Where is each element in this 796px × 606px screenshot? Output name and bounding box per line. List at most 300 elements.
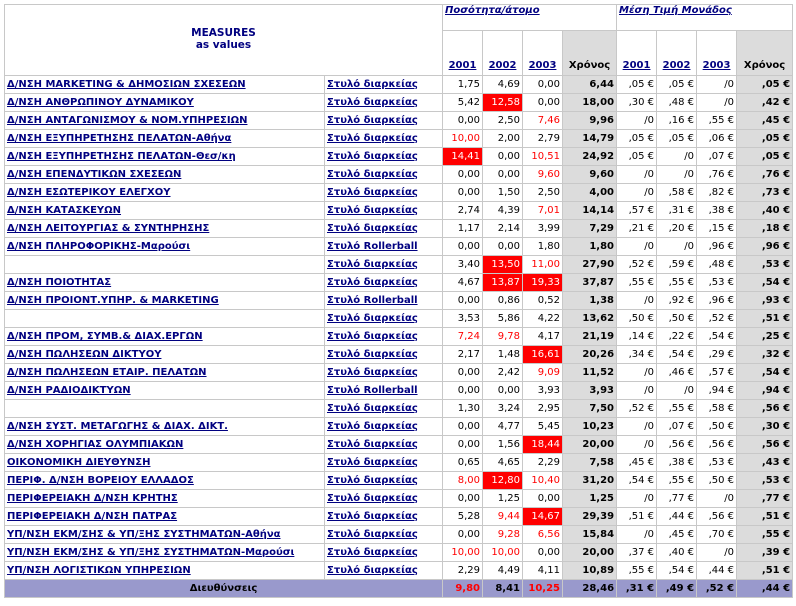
price-cell-2003: ,82 € <box>697 184 737 202</box>
qty-total-cell: 20,26 <box>563 346 617 364</box>
price-total-cell: ,32 € <box>737 346 793 364</box>
table-row <box>5 310 793 328</box>
price-cell-2003: ,44 € <box>697 562 737 580</box>
department-link[interactable]: Δ/ΝΣΗ ΧΟΡΗΓΙΑΣ ΟΛΥΜΠΙΑΚΩΝ <box>5 436 325 454</box>
department-link[interactable]: ΥΠ/ΝΣΗ ΛΟΓΙΣΤΙΚΩΝ ΥΠΗΡΕΣΙΩΝ <box>5 562 325 580</box>
qty-cell-2003: 9,60 <box>523 166 563 184</box>
department-link[interactable]: ΠΕΡΙΦ. Δ/ΝΣΗ ΒΟΡΕΙΟΥ ΕΛΛΑΔΟΣ <box>5 472 325 490</box>
qty-total-cell: 10,23 <box>563 418 617 436</box>
product-style-link[interactable]: Στυλό διαρκείας <box>325 112 443 130</box>
price-cell-2001: ,57 € <box>617 202 657 220</box>
qty-cell-2001: 0,00 <box>443 238 483 256</box>
measures-title: MEASURES <box>191 27 256 39</box>
price-cell-2002: ,45 € <box>657 526 697 544</box>
department-link[interactable]: ΥΠ/ΝΣΗ ΕΚΜ/ΣΗΣ & ΥΠ/ΞΗΣ ΣΥΣΤΗΜΑΤΩΝ-Αθήνα <box>5 526 325 544</box>
price-total-cell: ,05 € <box>737 76 793 94</box>
price-cell-2003: ,53 € <box>697 274 737 292</box>
price-cell-2002: ,55 € <box>657 472 697 490</box>
price-cell-2003: ,56 € <box>697 508 737 526</box>
qty-cell-2003: 2,50 <box>523 184 563 202</box>
price-total-cell: ,55 € <box>737 526 793 544</box>
qty-cell-2003: 2,29 <box>523 454 563 472</box>
measures-subtitle: as values <box>195 39 252 51</box>
price-cell-2001: ,45 € <box>617 454 657 472</box>
qty-cell-2002: 4,77 <box>483 418 523 436</box>
table-row <box>5 76 793 94</box>
price-total-cell: ,54 € <box>737 274 793 292</box>
footer-row <box>5 580 793 598</box>
product-style-link[interactable]: Στυλό διαρκείας <box>325 310 443 328</box>
product-style-link[interactable]: Στυλό διαρκείας <box>325 220 443 238</box>
qty-cell-2003: 14,67 <box>523 508 563 526</box>
qty-cell-2001: 3,40 <box>443 256 483 274</box>
price-cell-2002: ,22 € <box>657 328 697 346</box>
table-row <box>5 274 793 292</box>
qty-cell-2001: 10,00 <box>443 130 483 148</box>
department-link[interactable]: Δ/ΝΣΗ ΠΟΙΟΤΗΤΑΣ <box>5 274 325 292</box>
qty-cell-2001: 8,00 <box>443 472 483 490</box>
price-cell-2001: ,05 € <box>617 130 657 148</box>
price-cell-2003: ,50 € <box>697 418 737 436</box>
table-row <box>5 112 793 130</box>
qty-cell-2002: 13,87 <box>483 274 523 292</box>
qty-cell-2003: 3,99 <box>523 220 563 238</box>
year-2002-price[interactable]: 2002 <box>657 31 697 76</box>
qty-cell-2002: 2,50 <box>483 112 523 130</box>
qty-total-cell: 7,29 <box>563 220 617 238</box>
department-link[interactable]: ΠΕΡΙΦΕΡΕΙΑΚΗ Δ/ΝΣΗ ΚΡΗΤΗΣ <box>5 490 325 508</box>
price-cell-2001: ,37 € <box>617 544 657 562</box>
product-style-link[interactable]: Στυλό διαρκείας <box>325 328 443 346</box>
qty-cell-2001: 4,67 <box>443 274 483 292</box>
price-cell-2002: /0 <box>657 166 697 184</box>
department-link[interactable]: ΠΕΡΙΦΕΡΕΙΑΚΗ Δ/ΝΣΗ ΠΑΤΡΑΣ <box>5 508 325 526</box>
department-link[interactable]: Δ/ΝΣΗ ΡΑΔΙΟΔΙΚΤΥΩΝ <box>5 382 325 400</box>
department-link[interactable]: Δ/ΝΣΗ ΕΣΩΤΕΡΙΚΟΥ ΕΛΕΓΧΟΥ <box>5 184 325 202</box>
qty-total-cell: 20,00 <box>563 544 617 562</box>
year-2003-qty[interactable]: 2003 <box>523 31 563 76</box>
footer-price-2003: ,52 € <box>697 580 737 598</box>
price-cell-2003: ,58 € <box>697 400 737 418</box>
qty-cell-2003: 7,01 <box>523 202 563 220</box>
price-cell-2001: /0 <box>617 112 657 130</box>
product-style-link[interactable]: Στυλό διαρκείας <box>325 454 443 472</box>
price-total-cell: ,42 € <box>737 94 793 112</box>
price-total-cell: ,93 € <box>737 292 793 310</box>
qty-cell-2003: 4,22 <box>523 310 563 328</box>
qty-cell-2001: 1,75 <box>443 76 483 94</box>
price-cell-2002: ,56 € <box>657 436 697 454</box>
qty-cell-2003: 19,33 <box>523 274 563 292</box>
table-row <box>5 526 793 544</box>
qty-total-cell: 10,89 <box>563 562 617 580</box>
footer-price-total: ,44 € <box>737 580 793 598</box>
qty-total-cell: 7,50 <box>563 400 617 418</box>
price-cell-2003: /0 <box>697 490 737 508</box>
footer-qty-2003: 10,25 <box>523 580 563 598</box>
product-style-link[interactable]: Στυλό διαρκείας <box>325 526 443 544</box>
qty-cell-2003: 0,00 <box>523 490 563 508</box>
price-cell-2001: /0 <box>617 166 657 184</box>
price-cell-2001: /0 <box>617 382 657 400</box>
price-cell-2002: ,38 € <box>657 454 697 472</box>
price-cell-2002: ,54 € <box>657 346 697 364</box>
department-link <box>5 310 325 328</box>
qty-cell-2003: 2,95 <box>523 400 563 418</box>
department-link[interactable]: Δ/ΝΣΗ ΚΑΤΑΣΚΕΥΩΝ <box>5 202 325 220</box>
qty-cell-2001: 2,17 <box>443 346 483 364</box>
qty-cell-2001: 0,00 <box>443 526 483 544</box>
qty-cell-2002: 12,58 <box>483 94 523 112</box>
table-row <box>5 454 793 472</box>
price-cell-2001: ,05 € <box>617 148 657 166</box>
department-link[interactable]: ΟΙΚΟΝΟΜΙΚΗ ΔΙΕΥΘΥΝΣΗ <box>5 454 325 472</box>
table-row <box>5 292 793 310</box>
product-style-link[interactable]: Στυλό διαρκείας <box>325 184 443 202</box>
price-cell-2003: ,56 € <box>697 436 737 454</box>
product-style-link[interactable]: Στυλό διαρκείας <box>325 256 443 274</box>
price-cell-2001: ,51 € <box>617 508 657 526</box>
price-cell-2002: ,77 € <box>657 490 697 508</box>
product-style-link[interactable]: Στυλό διαρκείας <box>325 202 443 220</box>
price-cell-2001: ,54 € <box>617 472 657 490</box>
qty-cell-2002: 1,50 <box>483 184 523 202</box>
price-total-cell: ,54 € <box>737 364 793 382</box>
price-cell-2003: ,57 € <box>697 364 737 382</box>
price-cell-2001: ,55 € <box>617 274 657 292</box>
table-row <box>5 472 793 490</box>
price-cell-2002: ,55 € <box>657 274 697 292</box>
qty-cell-2002: 10,00 <box>483 544 523 562</box>
price-cell-2001: ,52 € <box>617 400 657 418</box>
price-cell-2003: ,96 € <box>697 292 737 310</box>
price-cell-2002: ,92 € <box>657 292 697 310</box>
product-style-link[interactable]: Στυλό διαρκείας <box>325 508 443 526</box>
table-row <box>5 220 793 238</box>
price-cell-2002: ,44 € <box>657 508 697 526</box>
price-cell-2001: /0 <box>617 526 657 544</box>
price-cell-2002: ,48 € <box>657 94 697 112</box>
qty-cell-2001: 1,30 <box>443 400 483 418</box>
price-total-cell: ,39 € <box>737 544 793 562</box>
price-total-cell: ,25 € <box>737 328 793 346</box>
department-link[interactable]: Δ/ΝΣΗ ΕΠΕΝΔΥΤΙΚΩΝ ΣΧΕΣΕΩΝ <box>5 166 325 184</box>
qty-cell-2002: 1,25 <box>483 490 523 508</box>
price-cell-2003: /0 <box>697 76 737 94</box>
department-link[interactable]: Δ/ΝΣΗ ΑΝΤΑΓΩΝΙΣΜΟΥ & ΝΟΜ.ΥΠΗΡΕΣΙΩΝ <box>5 112 325 130</box>
price-total-cell: ,56 € <box>737 436 793 454</box>
qty-total-cell: 3,93 <box>563 382 617 400</box>
department-link[interactable]: Δ/ΝΣΗ ΠΩΛΗΣΕΩΝ ΕΤΑΙΡ. ΠΕΛΑΤΩΝ <box>5 364 325 382</box>
table-row <box>5 436 793 454</box>
qty-total-cell: 14,14 <box>563 202 617 220</box>
price-total-cell: ,56 € <box>737 400 793 418</box>
product-style-link[interactable]: Στυλό διαρκείας <box>325 436 443 454</box>
table-row <box>5 418 793 436</box>
price-cell-2003: ,06 € <box>697 130 737 148</box>
qty-total-cell: 27,90 <box>563 256 617 274</box>
price-total-cell: ,94 € <box>737 382 793 400</box>
department-link[interactable]: Δ/ΝΣΗ ΛΕΙΤΟΥΡΓΙΑΣ & ΣΥΝΤΗΡΗΣΗΣ <box>5 220 325 238</box>
qty-cell-2003: 4,17 <box>523 328 563 346</box>
table-row <box>5 562 793 580</box>
qty-cell-2003: 10,51 <box>523 148 563 166</box>
price-cell-2002: /0 <box>657 148 697 166</box>
qty-cell-2002: 9,78 <box>483 328 523 346</box>
product-style-link[interactable]: Στυλό Rollerball <box>325 382 443 400</box>
price-cell-2003: ,48 € <box>697 256 737 274</box>
qty-cell-2003: 3,93 <box>523 382 563 400</box>
qty-cell-2002: 13,50 <box>483 256 523 274</box>
year-2002-qty[interactable]: 2002 <box>483 31 523 76</box>
product-style-link[interactable]: Στυλό διαρκείας <box>325 274 443 292</box>
department-link[interactable]: Δ/ΝΣΗ MARKETING & ΔΗΜΟΣΙΩΝ ΣΧΕΣΕΩΝ <box>5 76 325 94</box>
qty-total-cell: 18,00 <box>563 94 617 112</box>
price-cell-2003: ,52 € <box>697 310 737 328</box>
qty-cell-2001: 0,00 <box>443 112 483 130</box>
qty-cell-2001: 0,00 <box>443 490 483 508</box>
price-total-cell: ,96 € <box>737 238 793 256</box>
qty-cell-2003: 16,61 <box>523 346 563 364</box>
price-total-cell: ,05 € <box>737 148 793 166</box>
price-cell-2003: ,07 € <box>697 148 737 166</box>
qty-cell-2002: 0,00 <box>483 382 523 400</box>
price-cell-2001: ,50 € <box>617 310 657 328</box>
qty-total-cell: 14,79 <box>563 130 617 148</box>
price-cell-2001: ,55 € <box>617 562 657 580</box>
department-link[interactable]: Δ/ΝΣΗ ΠΩΛΗΣΕΩΝ ΔΙΚΤΥΟΥ <box>5 346 325 364</box>
department-link[interactable]: Δ/ΝΣΗ ΠΡΟΙΟΝΤ.ΥΠΗΡ. & MARKETING <box>5 292 325 310</box>
price-total-cell: ,53 € <box>737 472 793 490</box>
table-row <box>5 508 793 526</box>
qty-cell-2002: 0,86 <box>483 292 523 310</box>
price-total-cell: ,51 € <box>737 508 793 526</box>
footer-price-2001: ,31 € <box>617 580 657 598</box>
table-row <box>5 238 793 256</box>
table-body <box>5 76 793 580</box>
qty-cell-2002: 3,24 <box>483 400 523 418</box>
product-style-link[interactable]: Στυλό διαρκείας <box>325 544 443 562</box>
product-style-link[interactable]: Στυλό διαρκείας <box>325 400 443 418</box>
product-style-link[interactable]: Στυλό διαρκείας <box>325 148 443 166</box>
price-total-cell: ,51 € <box>737 310 793 328</box>
department-link <box>5 256 325 274</box>
qty-total-cell: 1,38 <box>563 292 617 310</box>
table-row <box>5 382 793 400</box>
price-cell-2001: ,05 € <box>617 76 657 94</box>
group-quantity-header[interactable]: Ποσότητα/άτομο <box>443 5 617 31</box>
price-cell-2002: ,20 € <box>657 220 697 238</box>
qty-cell-2002: 0,00 <box>483 166 523 184</box>
qty-cell-2002: 1,56 <box>483 436 523 454</box>
qty-total-cell: 13,62 <box>563 310 617 328</box>
product-style-link[interactable]: Στυλό διαρκείας <box>325 94 443 112</box>
qty-total-cell: 1,25 <box>563 490 617 508</box>
qty-cell-2002: 12,80 <box>483 472 523 490</box>
qty-cell-2002: 2,14 <box>483 220 523 238</box>
price-cell-2003: /0 <box>697 94 737 112</box>
qty-cell-2003: 7,46 <box>523 112 563 130</box>
qty-cell-2003: 0,00 <box>523 76 563 94</box>
table-row <box>5 256 793 274</box>
qty-cell-2001: 3,53 <box>443 310 483 328</box>
price-cell-2001: /0 <box>617 292 657 310</box>
qty-cell-2003: 6,56 <box>523 526 563 544</box>
product-style-link[interactable]: Στυλό διαρκείας <box>325 346 443 364</box>
qty-cell-2001: 2,74 <box>443 202 483 220</box>
department-link[interactable]: Δ/ΝΣΗ ΑΝΘΡΩΠΙΝΟΥ ΔΥΝΑΜΙΚΟΥ <box>5 94 325 112</box>
footer-qty-total: 28,46 <box>563 580 617 598</box>
footer-qty-2001: 9,80 <box>443 580 483 598</box>
group-avg-price-header[interactable]: Μέση Τιμή Μονάδος <box>617 5 793 31</box>
qty-cell-2003: 1,80 <box>523 238 563 256</box>
qty-cell-2001: 0,00 <box>443 364 483 382</box>
qty-cell-2002: 5,86 <box>483 310 523 328</box>
price-cell-2001: /0 <box>617 418 657 436</box>
price-cell-2003: ,76 € <box>697 166 737 184</box>
qty-cell-2003: 0,00 <box>523 544 563 562</box>
price-cell-2001: ,14 € <box>617 328 657 346</box>
price-cell-2003: ,96 € <box>697 238 737 256</box>
price-total-cell: ,45 € <box>737 112 793 130</box>
price-cell-2003: /0 <box>697 544 737 562</box>
qty-cell-2002: 0,00 <box>483 148 523 166</box>
qty-total-cell: 6,44 <box>563 76 617 94</box>
qty-cell-2002: 4,39 <box>483 202 523 220</box>
qty-total-cell: 9,96 <box>563 112 617 130</box>
price-cell-2003: ,53 € <box>697 454 737 472</box>
price-cell-2002: ,07 € <box>657 418 697 436</box>
price-cell-2002: ,40 € <box>657 544 697 562</box>
department-link[interactable]: Δ/ΝΣΗ ΕΞΥΠΗΡΕΤΗΣΗΣ ΠΕΛΑΤΩΝ-Θεσ/κη <box>5 148 325 166</box>
price-cell-2001: ,52 € <box>617 256 657 274</box>
department-link[interactable]: Δ/ΝΣΗ ΕΞΥΠΗΡΕΤΗΣΗΣ ΠΕΛΑΤΩΝ-Αθήνα <box>5 130 325 148</box>
table-row <box>5 166 793 184</box>
qty-cell-2001: 7,24 <box>443 328 483 346</box>
table-row <box>5 490 793 508</box>
price-cell-2003: ,70 € <box>697 526 737 544</box>
department-link[interactable]: ΥΠ/ΝΣΗ ΕΚΜ/ΣΗΣ & ΥΠ/ΞΗΣ ΣΥΣΤΗΜΑΤΩΝ-Μαρούσι <box>5 544 325 562</box>
year-2001-qty[interactable]: 2001 <box>443 31 483 76</box>
table-row <box>5 346 793 364</box>
qty-cell-2002: 1,48 <box>483 346 523 364</box>
table-row <box>5 130 793 148</box>
total-price-header: Χρόνος <box>737 31 793 76</box>
product-style-link[interactable]: Στυλό διαρκείας <box>325 364 443 382</box>
qty-cell-2003: 2,79 <box>523 130 563 148</box>
measures-header <box>5 5 443 76</box>
qty-total-cell: 4,00 <box>563 184 617 202</box>
qty-total-cell: 7,58 <box>563 454 617 472</box>
table-row <box>5 148 793 166</box>
product-style-link[interactable]: Στυλό διαρκείας <box>325 130 443 148</box>
qty-cell-2002: 4,49 <box>483 562 523 580</box>
qty-cell-2003: 10,40 <box>523 472 563 490</box>
product-style-link[interactable]: Στυλό διαρκείας <box>325 472 443 490</box>
qty-cell-2001: 0,00 <box>443 436 483 454</box>
department-link[interactable]: Δ/ΝΣΗ ΠΛΗΡΟΦΟΡΙΚΗΣ-Μαρούσι <box>5 238 325 256</box>
table-row <box>5 544 793 562</box>
qty-cell-2001: 5,42 <box>443 94 483 112</box>
qty-cell-2001: 0,00 <box>443 184 483 202</box>
qty-cell-2001: 0,00 <box>443 166 483 184</box>
department-link[interactable]: Δ/ΝΣΗ ΠΡΟΜ, ΣΥΜΒ.& ΔΙΑΧ.ΕΡΓΩΝ <box>5 328 325 346</box>
price-cell-2003: ,54 € <box>697 328 737 346</box>
price-cell-2002: ,16 € <box>657 112 697 130</box>
year-2001-price[interactable]: 2001 <box>617 31 657 76</box>
price-cell-2003: ,55 € <box>697 112 737 130</box>
product-style-link[interactable]: Στυλό διαρκείας <box>325 418 443 436</box>
product-style-link[interactable]: Στυλό διαρκείας <box>325 76 443 94</box>
price-total-cell: ,30 € <box>737 418 793 436</box>
price-cell-2002: ,58 € <box>657 184 697 202</box>
product-style-link[interactable]: Στυλό Rollerball <box>325 238 443 256</box>
qty-cell-2001: 0,65 <box>443 454 483 472</box>
qty-total-cell: 15,84 <box>563 526 617 544</box>
qty-cell-2002: 4,65 <box>483 454 523 472</box>
qty-cell-2001: 0,00 <box>443 382 483 400</box>
qty-total-cell: 24,92 <box>563 148 617 166</box>
price-cell-2001: /0 <box>617 238 657 256</box>
price-cell-2002: ,31 € <box>657 202 697 220</box>
product-style-link[interactable]: Στυλό διαρκείας <box>325 562 443 580</box>
footer-price-2002: ,49 € <box>657 580 697 598</box>
price-total-cell: ,51 € <box>737 562 793 580</box>
price-cell-2002: ,54 € <box>657 562 697 580</box>
department-link[interactable]: Δ/ΝΣΗ ΣΥΣΤ. ΜΕΤΑΓΩΓΗΣ & ΔΙΑΧ. ΔΙΚΤ. <box>5 418 325 436</box>
qty-cell-2001: 14,41 <box>443 148 483 166</box>
price-total-cell: ,77 € <box>737 490 793 508</box>
qty-cell-2003: 0,52 <box>523 292 563 310</box>
price-cell-2002: ,05 € <box>657 130 697 148</box>
price-total-cell: ,18 € <box>737 220 793 238</box>
qty-cell-2003: 5,45 <box>523 418 563 436</box>
qty-cell-2001: 10,00 <box>443 544 483 562</box>
price-cell-2002: /0 <box>657 382 697 400</box>
price-total-cell: ,43 € <box>737 454 793 472</box>
price-cell-2001: ,30 € <box>617 94 657 112</box>
price-cell-2001: ,21 € <box>617 220 657 238</box>
price-cell-2002: ,55 € <box>657 400 697 418</box>
qty-cell-2003: 11,00 <box>523 256 563 274</box>
qty-total-cell: 31,20 <box>563 472 617 490</box>
year-2003-price[interactable]: 2003 <box>697 31 737 76</box>
qty-cell-2001: 1,17 <box>443 220 483 238</box>
qty-cell-2003: 0,00 <box>523 94 563 112</box>
qty-cell-2003: 9,09 <box>523 364 563 382</box>
footer-label: Διευθύνσεις <box>5 580 443 598</box>
product-style-link[interactable]: Στυλό Rollerball <box>325 292 443 310</box>
price-cell-2003: ,50 € <box>697 472 737 490</box>
price-total-cell: ,53 € <box>737 256 793 274</box>
price-cell-2002: ,59 € <box>657 256 697 274</box>
qty-cell-2002: 2,42 <box>483 364 523 382</box>
qty-cell-2003: 18,44 <box>523 436 563 454</box>
price-cell-2002: /0 <box>657 238 697 256</box>
qty-cell-2003: 4,11 <box>523 562 563 580</box>
qty-total-cell: 37,87 <box>563 274 617 292</box>
product-style-link[interactable]: Στυλό διαρκείας <box>325 166 443 184</box>
product-style-link[interactable]: Στυλό διαρκείας <box>325 490 443 508</box>
measures-table <box>4 4 793 598</box>
table-row <box>5 94 793 112</box>
table-row <box>5 364 793 382</box>
department-link <box>5 400 325 418</box>
qty-total-cell: 29,39 <box>563 508 617 526</box>
price-cell-2001: /0 <box>617 490 657 508</box>
price-cell-2003: ,94 € <box>697 382 737 400</box>
qty-cell-2002: 2,00 <box>483 130 523 148</box>
